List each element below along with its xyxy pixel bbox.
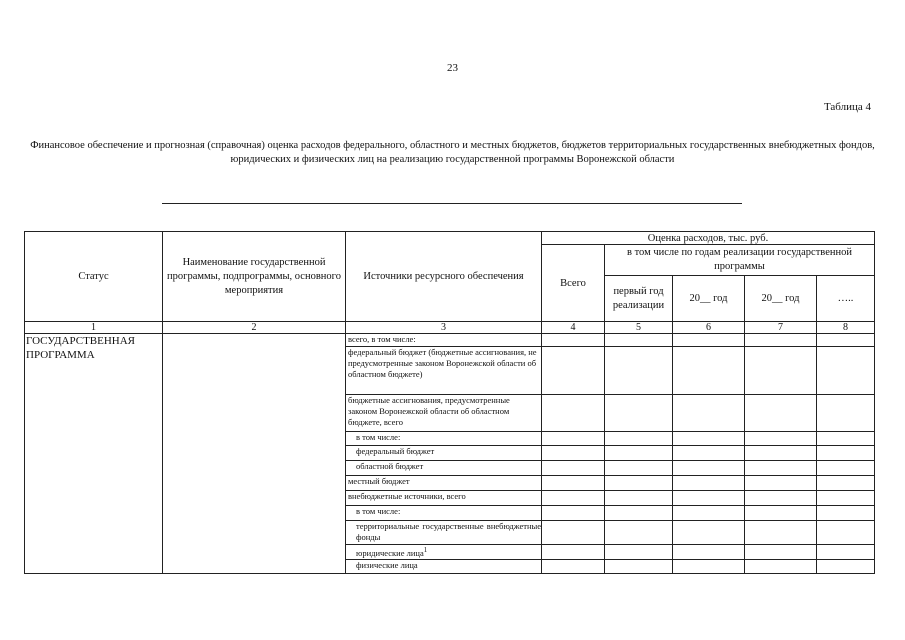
source-label: федеральный бюджет (бюджетные ассигнования, не предусмотренные законом Воронежской области об областном бюджете) xyxy=(346,347,542,395)
source-label: бюджетные ассигнования, предусмотренные законом Воронежской области об областном бюджете, всего xyxy=(346,395,542,432)
column-number: 3 xyxy=(346,322,542,334)
source-label: в том числе: xyxy=(346,506,542,521)
header-year-3: 20__ год xyxy=(745,276,817,322)
financial-table xyxy=(24,231,875,574)
column-number: 4 xyxy=(542,322,605,334)
header-name: Наименование государственной программы, подпрограммы, основного мероприятия xyxy=(163,232,346,322)
column-number: 8 xyxy=(817,322,875,334)
source-label: территориальные государственные внебюджетные фонды xyxy=(346,521,542,545)
column-number: 7 xyxy=(745,322,817,334)
column-number: 1 xyxy=(25,322,163,334)
page-number: 23 xyxy=(447,62,458,74)
header-estimate: Оценка расходов, тыс. руб. xyxy=(542,232,875,245)
column-numbers-row xyxy=(25,322,875,334)
header-year-2: 20__ год xyxy=(673,276,745,322)
source-label: федеральный бюджет xyxy=(346,446,542,461)
header-status: Статус xyxy=(25,232,163,322)
title-underline xyxy=(162,203,742,204)
header-sources: Источники ресурсного обеспечения xyxy=(346,232,542,322)
header-year-1: первый год реализации xyxy=(605,276,673,322)
footnote-mark: 1 xyxy=(423,546,428,554)
source-label: в том числе: xyxy=(346,432,542,446)
table-label: Таблица 4 xyxy=(823,101,871,113)
program-name-cell xyxy=(163,334,346,574)
document-title: Финансовое обеспечение и прогнозная (справочная) оценка расходов федерального, областного и местных бюджетов, бюджетов территориальных государственных внебюджетных фондов, юридических и физических лиц на реализацию государственной программы Воронежской области xyxy=(30,140,875,165)
source-label: физические лица xyxy=(346,560,542,574)
source-label: областной бюджет xyxy=(346,461,542,476)
source-label: всего, в том числе: xyxy=(346,334,542,347)
source-label: местный бюджет xyxy=(346,476,542,491)
header-by-years: в том числе по годам реализации государственной программы xyxy=(605,245,875,276)
header-more: ….. xyxy=(817,276,875,322)
source-label-legal xyxy=(346,545,542,560)
source-label: внебюджетные источники, всего xyxy=(346,491,542,506)
column-number: 2 xyxy=(163,322,346,334)
column-number: 5 xyxy=(605,322,673,334)
column-number: 6 xyxy=(673,322,745,334)
status-cell: ГОСУДАРСТВЕННАЯ ПРОГРАММА xyxy=(25,334,163,574)
table-row xyxy=(25,334,875,347)
source-label-text: юридические лица xyxy=(356,547,424,558)
header-total: Всего xyxy=(542,245,605,322)
